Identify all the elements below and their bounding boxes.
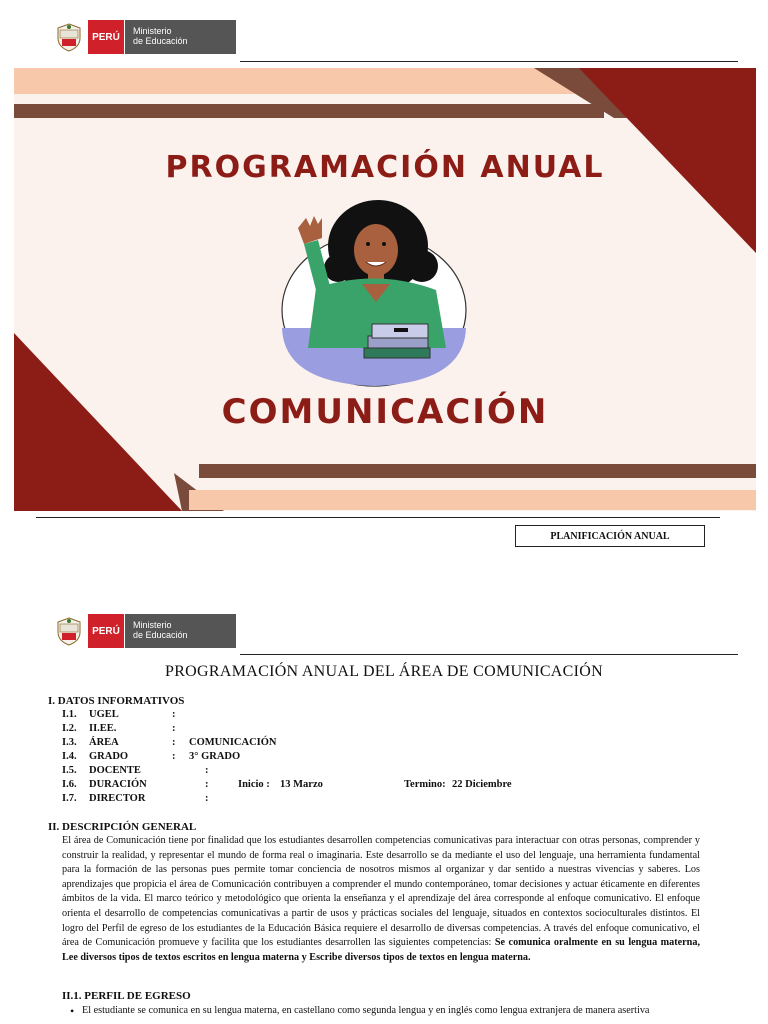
info-row-label: DOCENTE (89, 765, 141, 776)
info-row (62, 751, 702, 765)
minedu-logo-2 (54, 614, 236, 648)
coat-of-arms-icon (54, 616, 84, 646)
info-row-colon: : (172, 751, 176, 762)
ministry-label (124, 614, 236, 648)
info-row-label: DURACIÓN (89, 779, 147, 790)
peru-label: PERÚ (88, 20, 124, 54)
description-paragraph (62, 834, 700, 965)
coat-of-arms-icon (54, 22, 84, 52)
info-row (62, 723, 702, 737)
info-row (62, 779, 702, 793)
competencies-text: Se comunica oralmente en su lengua materna, Lee diversos tipos de textos escritos en lengua materna y Escribe diversos tipos de textos en lengua materna. (62, 937, 700, 963)
info-row-label: II.EE. (89, 723, 117, 734)
info-row-value: 3° GRADO (189, 751, 241, 762)
info-row-label: ÁREA (89, 737, 119, 748)
ministry-line-2: de Educación (133, 36, 188, 46)
ministry-line-1: Ministerio (133, 620, 172, 630)
profile-bullet: • El estudiante se comunica en su lengua materna, en castellano como segunda lengua y en inglés como lengua extranjera de manera asertiva (82, 1005, 702, 1016)
info-row-label: GRADO (89, 751, 129, 762)
info-row-label: UGEL (89, 709, 119, 720)
start-label: Inicio : (238, 779, 270, 790)
end-label: Termino: (404, 779, 446, 790)
info-row-num: I.3. (62, 737, 77, 748)
cover-subject: COMUNICACIÓN (221, 392, 549, 432)
student-illustration (276, 198, 476, 398)
document-title: PROGRAMACIÓN ANUAL DEL ÁREA DE COMUNICACIÓN (165, 663, 603, 680)
peru-label: PERÚ (88, 614, 124, 648)
ministry-line-2: de Educación (133, 630, 188, 640)
info-row-num: I.7. (62, 793, 77, 804)
info-row-colon: : (205, 765, 209, 776)
info-row (62, 737, 702, 751)
start-value: 13 Marzo (280, 779, 323, 790)
plan-label-box: PLANIFICACIÓN ANUAL (515, 525, 705, 547)
info-row-num: I.2. (62, 723, 77, 734)
info-row-colon: : (172, 723, 176, 734)
description-text: El área de Comunicación tiene por finalidad que los estudiantes desarrollen competencias comunicativas para interactuar con otras personas, comprender y construir la realidad, y representar el mundo de forma real o imaginaria. Este desarrollo se da mediante el uso del lenguaje, una herramienta fundamental para la formación de las personas pues permite tomar conciencia de nosotros mismos al organizar y dar sentido a nuestras vivencias y saberes. Los aprendizajes que propicia el área de Comunicación contribuyen a comprender el mundo contemporáneo, tomar decisiones y actuar éticamente en diferentes ámbitos de la vida. El marco teórico y metodológico que orienta la enseñanza y el aprendizaje del área corresponde al enfoque comunicativo. El enfoque orienta el desarrollo de competencias comunicativas a partir de usos y prácticas sociales del lenguaje, situados en contextos socioculturales distintos. El logro del Perfil de egreso de los estudiantes de la Educación Básica requiere el desarrollo de diversas competencias. A través del enfoque comunicativo, el área de Comunicación promueve y facilita que los estudiantes desarrollen las siguientes competencias: (62, 835, 700, 949)
info-row-colon: : (172, 737, 176, 748)
section-3-heading: II.1. PERFIL DE EGRESO (62, 990, 191, 1002)
header-rule-2 (240, 654, 738, 655)
section-2-heading: II. DESCRIPCIÓN GENERAL (48, 821, 197, 833)
ministry-label (124, 20, 236, 54)
cover-title: PROGRAMACIÓN ANUAL (165, 150, 605, 185)
header-rule-1 (240, 61, 738, 62)
info-row (62, 793, 702, 807)
info-row-num: I.5. (62, 765, 77, 776)
info-row-num: I.6. (62, 779, 77, 790)
minedu-logo (54, 20, 236, 54)
cover-banner (14, 68, 756, 511)
info-row-colon: : (205, 793, 209, 804)
end-value: 22 Diciembre (452, 779, 512, 790)
info-row-value: COMUNICACIÓN (189, 737, 277, 748)
info-row-colon: : (205, 779, 209, 790)
info-row-num: I.1. (62, 709, 77, 720)
info-row (62, 765, 702, 779)
info-row-colon: : (172, 709, 176, 720)
ministry-line-1: Ministerio (133, 26, 172, 36)
cover-rule (36, 517, 720, 518)
info-row (62, 709, 702, 723)
info-row-num: I.4. (62, 751, 77, 762)
info-row-label: DIRECTOR (89, 793, 146, 804)
section-1-heading: I. DATOS INFORMATIVOS (48, 695, 185, 707)
